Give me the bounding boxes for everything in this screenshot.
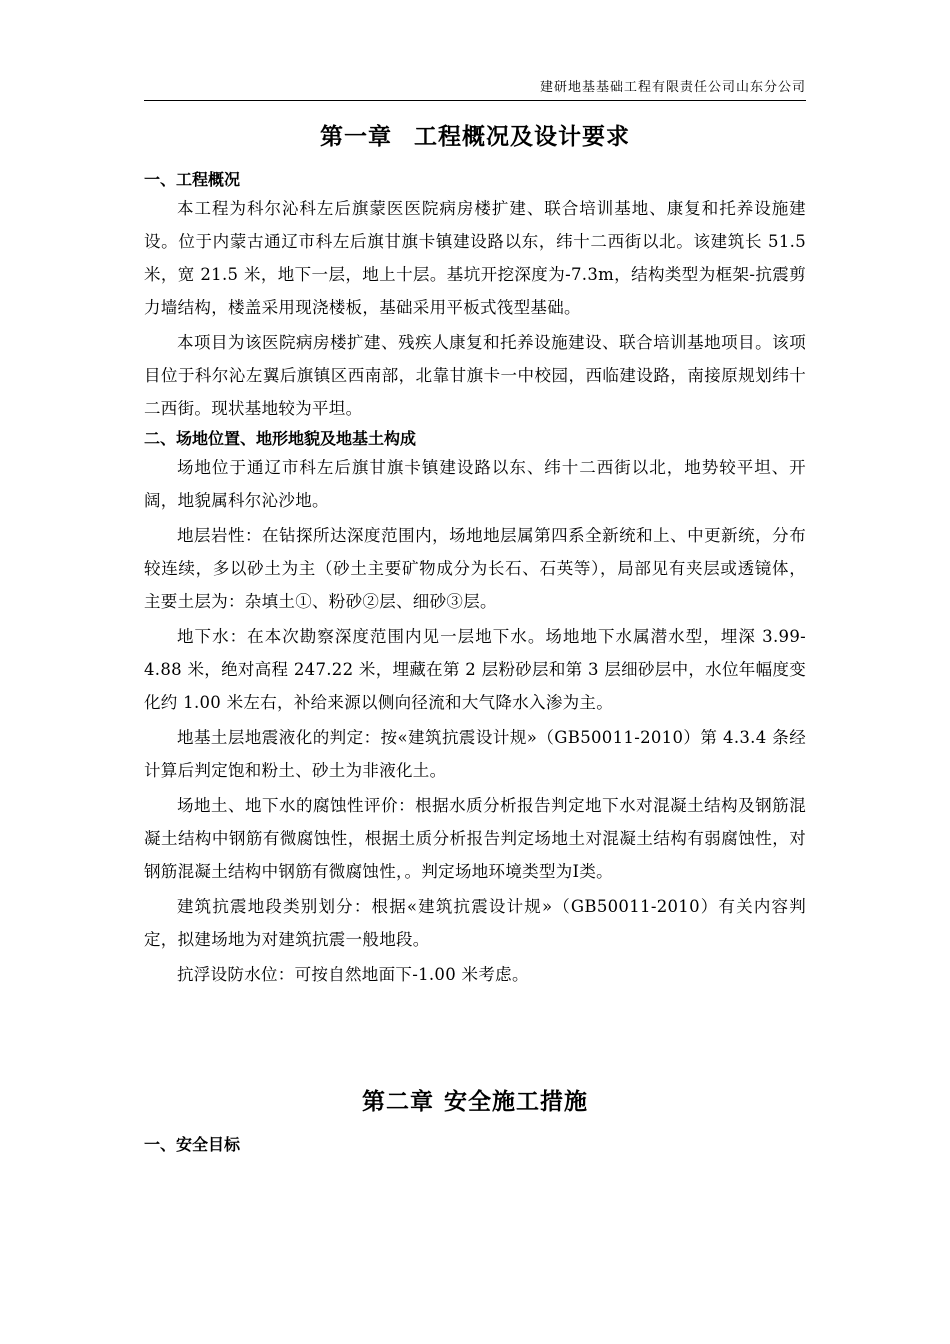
chapter-2-name: 安全施工措施 <box>444 1089 588 1115</box>
paragraph: 地下水：在本次勘察深度范围内见一层地下水。场地地下水属潜水型，埋深 3.99-4.88 米，绝对高程 247.22 米，埋藏在第 2 层粉砂层和第 3 层细砂层中，水位年幅度变化约 1.00 米左右，补给来源以侧向径流和大气降水入渗为主。 <box>144 627 806 712</box>
section-project-overview-heading: 一、工程概况 <box>144 170 241 189</box>
chapter-2-number: 第二章 <box>362 1089 434 1115</box>
paragraph: 地层岩性：在钻探所达深度范围内，场地地层属第四系全新统和上、中更新统，分布较连续，多以砂土为主（砂土主要矿物成分为长石、石英等），局部见有夹层或透镜体，主要土层为：杂填土①、粉砂②层、细砂③层。 <box>144 526 806 611</box>
paragraph: 本项目为该医院病房楼扩建、残疾人康复和托养设施建设、联合培训基地项目。该项目位于科尔沁左翼后旗镇区西南部，北靠甘旗卡一中校园，西临建设路，南接原规划纬十二西街。现状基地较为平坦。 <box>144 333 806 418</box>
paragraph: 抗浮设防水位：可按自然地面下-1.00 米考虑。 <box>177 965 529 984</box>
paragraph: 场地位于通辽市科左后旗甘旗卡镇建设路以东、纬十二西街以北，地势较平坦、开阔，地貌属科尔沁沙地。 <box>144 458 806 510</box>
section-site-location-heading: 二、场地位置、地形地貌及地基土构成 <box>144 429 417 448</box>
chapter-1-title <box>144 122 806 152</box>
chapter-1-name: 工程概况及设计要求 <box>414 124 630 150</box>
page-header <box>144 78 806 101</box>
chapter-1-number: 第一章 <box>320 124 392 150</box>
header-company-name: 建研地基基础工程有限责任公司山东分公司 <box>539 80 806 95</box>
paragraph: 地基土层地震液化的判定：按«建筑抗震设计规»（GB50011-2010）第 4.3.4 条经计算后判定饱和粉土、砂土为非液化土。 <box>144 728 806 780</box>
paragraph: 本工程为科尔沁科左后旗蒙医医院病房楼扩建、联合培训基地、康复和托养设施建设。位于内蒙古通辽市科左后旗甘旗卡镇建设路以东，纬十二西街以北。该建筑长 51.5 米，宽 21.5 米，地下一层，地上十层。基坑开挖深度为-7.3m，结构类型为框架-抗震剪力墙结构，楼盖采用现浇楼板，基础采用平板式筏型基础。 <box>144 199 806 317</box>
paragraph: 场地土、地下水的腐蚀性评价：根据水质分析报告判定地下水对混凝土结构及钢筋混凝土结构中钢筋有微腐蚀性，根据土质分析报告判定场地土对混凝土结构有弱腐蚀性，对钢筋混凝土结构中钢筋有微腐蚀性，。判定场地环境类型为Ⅰ类。 <box>144 796 806 881</box>
page-content <box>144 112 806 1157</box>
chapter-2-title <box>144 1087 806 1117</box>
section-safety-goal-heading: 一、安全目标 <box>144 1135 241 1154</box>
paragraph: 建筑抗震地段类别划分：根据«建筑抗震设计规»（GB50011-2010）有关内容判定，拟建场地为对建筑抗震一般地段。 <box>144 897 806 949</box>
